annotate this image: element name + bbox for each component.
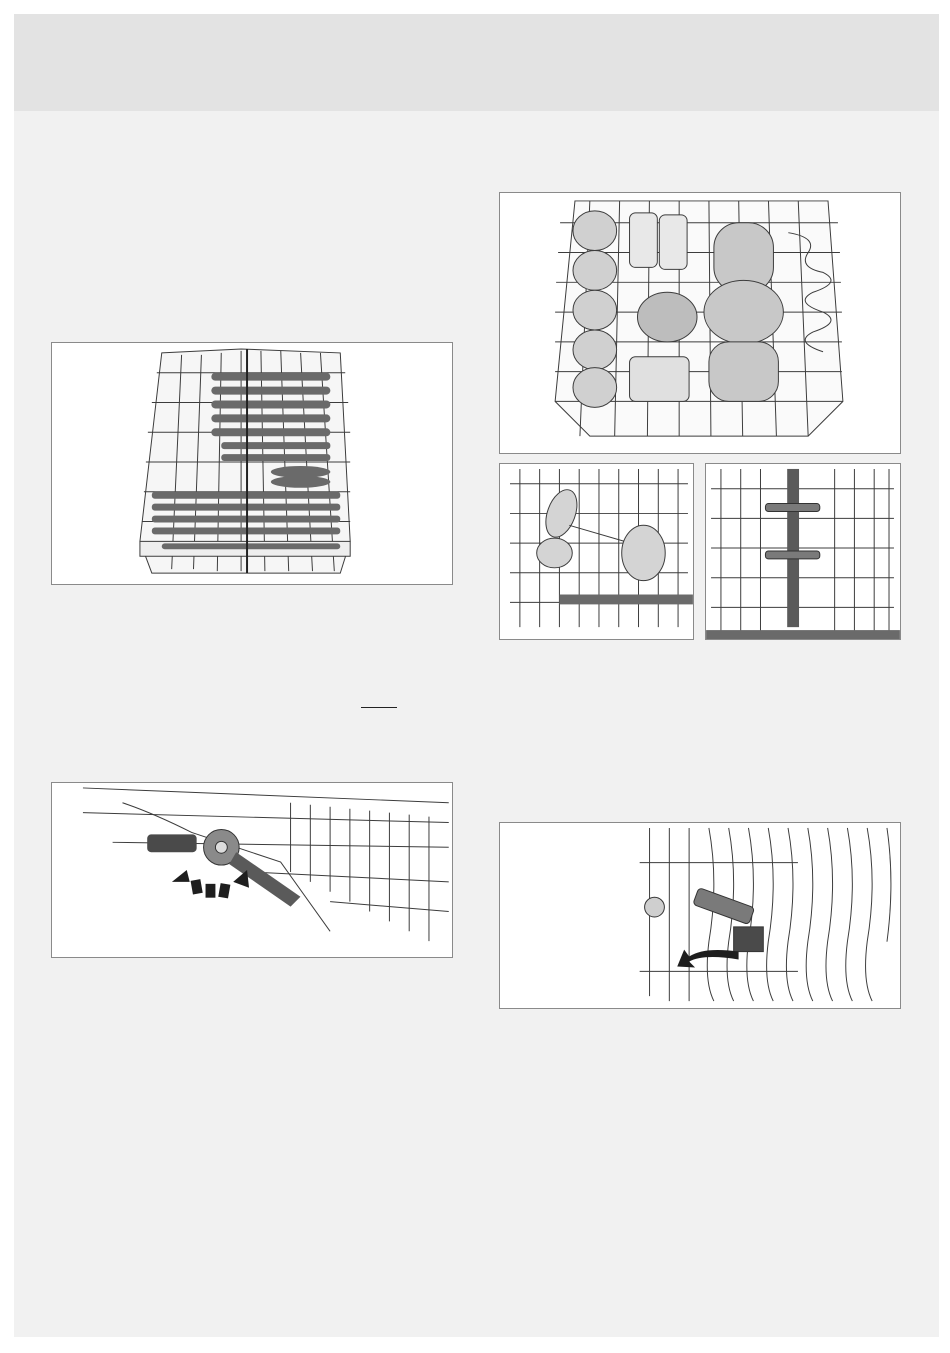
wheel <box>645 897 665 917</box>
upper-basket-illustration <box>500 193 900 453</box>
bowl <box>637 292 697 342</box>
curved-arrows-icon <box>172 870 249 898</box>
fold-down-tines-illustration <box>706 464 900 639</box>
reference-underline-mark <box>361 707 397 708</box>
figure-wine-glass-holder <box>499 463 694 640</box>
basket-rail <box>706 630 900 639</box>
container <box>630 357 690 402</box>
figure-cutlery-tray <box>51 342 453 585</box>
figure-height-adjuster <box>51 782 453 958</box>
figure-upper-basket <box>499 192 901 454</box>
plates-stack <box>704 223 783 402</box>
cutlery-tray-illustration <box>52 343 452 584</box>
divider-bar <box>787 469 799 627</box>
wine-glasses <box>537 485 666 580</box>
height-adjuster-illustration <box>52 783 452 957</box>
basket-release-lever-illustration <box>500 823 900 1008</box>
holder-rail <box>559 595 692 605</box>
wine-glass-holder-illustration <box>500 464 693 639</box>
figure-fold-down-tines <box>705 463 901 640</box>
cups-column <box>573 211 617 407</box>
figure-basket-release-lever <box>499 822 901 1009</box>
header-band <box>14 14 939 111</box>
